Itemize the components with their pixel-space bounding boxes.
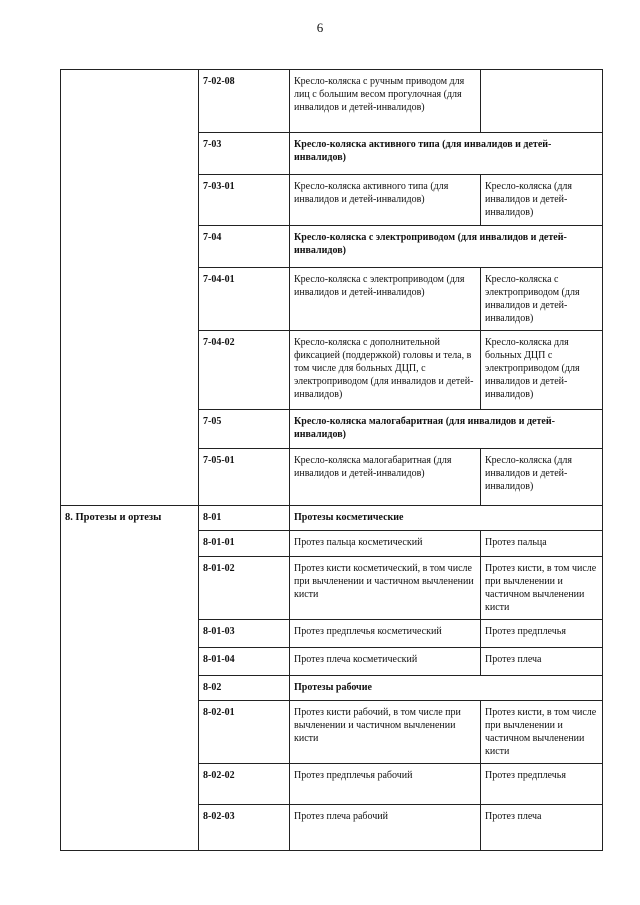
page-number: 6 (316, 20, 324, 35)
row-code: 8-01 (199, 506, 290, 531)
row-item: Протез плеча (481, 805, 603, 851)
row-name: Протез кисти косметический, в том числе при вычленении и частичном вычленении кисти (290, 557, 481, 620)
table-row (61, 506, 603, 531)
row-code: 7-04-02 (199, 331, 290, 410)
row-code: 7-05-01 (199, 449, 290, 506)
group-title: Кресло-коляска активного типа (для инвалидов и детей-инвалидов) (290, 133, 603, 175)
row-code: 7-03 (199, 133, 290, 175)
table-row (61, 70, 603, 133)
row-code: 8-01-03 (199, 620, 290, 648)
row-name: Протез кисти рабочий, в том числе при вычленении и частичном вычленении кисти (290, 701, 481, 764)
category-cell (61, 70, 199, 506)
row-code: 8-01-02 (199, 557, 290, 620)
row-item: Протез кисти, в том числе при вычленении и частичном вычленении кисти (481, 557, 603, 620)
row-code: 8-01-04 (199, 648, 290, 676)
row-item: Протез кисти, в том числе при вычленении и частичном вычленении кисти (481, 701, 603, 764)
row-item: Протез плеча (481, 648, 603, 676)
group-title: Кресло-коляска малогабаритная (для инвалидов и детей-инвалидов) (290, 410, 603, 449)
row-item: Протез пальца (481, 531, 603, 557)
row-item: Протез предплечья (481, 764, 603, 805)
row-item: Кресло-коляска для больных ДЦП с электроприводом (для инвалидов и детей-инвалидов) (481, 331, 603, 410)
row-code: 7-04-01 (199, 268, 290, 331)
row-name: Кресло-коляска с дополнительной фиксацией (поддержкой) головы и тела, в том числе для больных ДЦП, с электроприводом (для инвалидов и детей-инвалидов) (290, 331, 481, 410)
row-name: Кресло-коляска малогабаритная (для инвалидов и детей-инвалидов) (290, 449, 481, 506)
row-code: 8-02-01 (199, 701, 290, 764)
row-item: Кресло-коляска (для инвалидов и детей-инвалидов) (481, 449, 603, 506)
row-name: Кресло-коляска с ручным приводом для лиц с большим весом прогулочная (для инвалидов и детей-инвалидов) (290, 70, 481, 133)
row-name: Кресло-коляска активного типа (для инвалидов и детей-инвалидов) (290, 175, 481, 226)
row-code: 8-01-01 (199, 531, 290, 557)
row-code: 7-05 (199, 410, 290, 449)
row-name: Протез пальца косметический (290, 531, 481, 557)
row-name: Протез предплечья рабочий (290, 764, 481, 805)
rehab-items-table (60, 69, 603, 851)
group-title: Кресло-коляска с электроприводом (для инвалидов и детей-инвалидов) (290, 226, 603, 268)
row-name: Протез плеча рабочий (290, 805, 481, 851)
row-name: Кресло-коляска с электроприводом (для инвалидов и детей-инвалидов) (290, 268, 481, 331)
row-code: 7-04 (199, 226, 290, 268)
row-code: 8-02-03 (199, 805, 290, 851)
row-code: 8-02-02 (199, 764, 290, 805)
row-item: Протез предплечья (481, 620, 603, 648)
group-title: Протезы рабочие (290, 676, 603, 701)
row-name: Протез предплечья косметический (290, 620, 481, 648)
row-code: 7-03-01 (199, 175, 290, 226)
row-name: Протез плеча косметический (290, 648, 481, 676)
row-item: Кресло-коляска с электроприводом (для инвалидов и детей-инвалидов) (481, 268, 603, 331)
row-code: 8-02 (199, 676, 290, 701)
group-title: Протезы косметические (290, 506, 603, 531)
category-cell: 8. Протезы и ортезы (61, 506, 199, 851)
row-code: 7-02-08 (199, 70, 290, 133)
row-item (481, 70, 603, 133)
row-item: Кресло-коляска (для инвалидов и детей-инвалидов) (481, 175, 603, 226)
